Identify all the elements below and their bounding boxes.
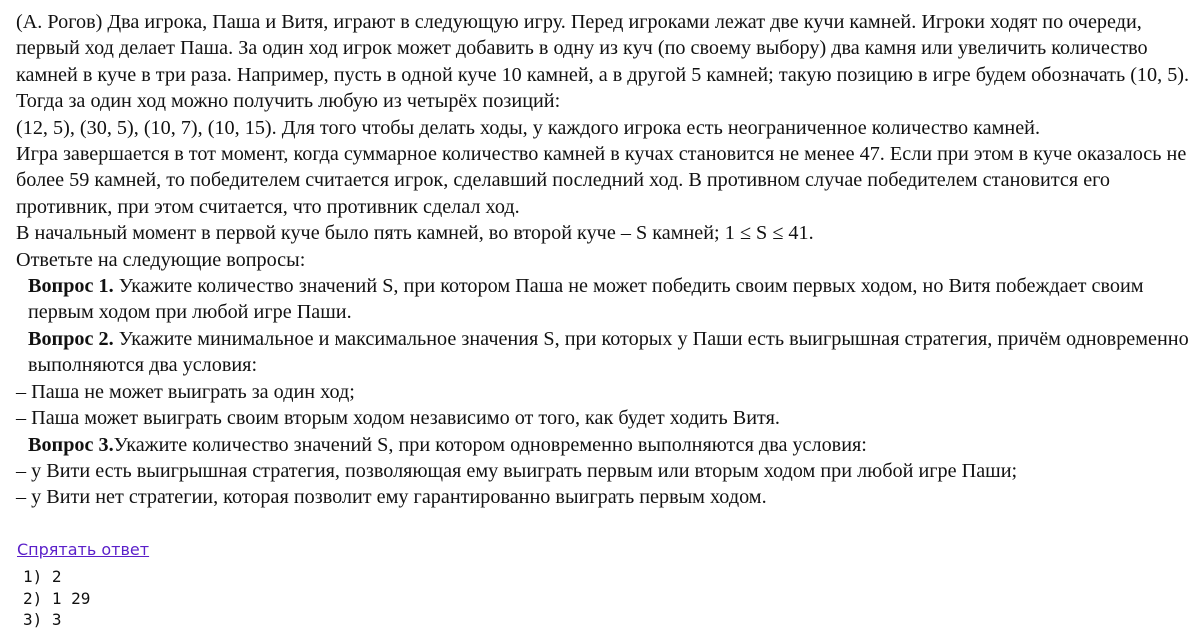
question-1-text: Укажите количество значений S, при котором Паша не может победить своим первых ходом, но Витя побеждает своим первым ходом при любой игре Паши. [28,275,1144,324]
question-2-condition-1: – Паша не может выиграть за один ход; [16,380,355,403]
question-2-text: Укажите минимальное и максимальное значения S, при которых у Паши есть выигрышная стратегия, причём одновременно выполняются два условия: [28,327,1189,377]
problem-end-rule: Игра завершается в тот момент, когда суммарное количество камней в кучах становится не менее 47. Если при этом в куче оказалось не более 59 камней, то победителем считается игрок, сделавший последний ход. В противном случае победителем становится его противник, при этом считается, что противник сделал ход. [16,143,1187,218]
question-2 [16,326,1192,379]
question-2-condition-2: – Паша может выиграть своим вторым ходом независимо от того, как будет ходить Витя. [16,407,780,430]
hide-answer-link[interactable]: Спрятать ответ [17,540,150,559]
answer-item: 2) 1 29 [23,588,91,608]
question-2-label: Вопрос 2. [28,327,114,350]
question-1 [16,273,1192,326]
answer-item: 3) 3 [23,610,62,629]
answer-list [23,566,90,631]
question-3-condition-1: – у Вити есть выигрышная стратегия, позволяющая ему выиграть первым или вторым ходом при любой игре Паши; [16,459,1018,482]
question-1-label: Вопрос 1. [28,275,114,298]
question-3-text: Укажите количество значений S, при котором одновременно выполняются два условия: [113,433,867,456]
problem-start: В начальный момент в первой куче было пять камней, во второй куче – S камней; 1 ≤ S ≤ 41. [16,222,814,245]
question-3-label: Вопрос 3. [28,433,114,456]
question-3-condition-2: – у Вити нет стратегии, которая позволит ему гарантированно выиграть первым ходом. [16,486,767,509]
question-3 [16,432,1192,458]
problem-statement [16,9,1192,511]
answer-item: 1) 2 [23,567,62,586]
problem-positions: (12, 5), (30, 5), (10, 7), (10, 15). Для того чтобы делать ходы, у каждого игрока есть неограниченное количество камней. [16,116,1041,139]
answer-prompt: Ответьте на следующие вопросы: [16,248,306,271]
problem-intro: (А. Рогов) Два игрока, Паша и Витя, играют в следующую игру. Перед игроками лежат две кучи камней. Игроки ходят по очереди, первый ход делает Паша. За один ход игрок может добавить в одну из куч (по своему выбору) два камня или увеличить количество камней в куче в три раза. Например, пусть в одной куче 10 камней, а в другой 5 камней; такую позицию в игре будем обозначать (10, 5). Тогда за один ход можно получить любую из четырёх позиций: [16,11,1190,113]
